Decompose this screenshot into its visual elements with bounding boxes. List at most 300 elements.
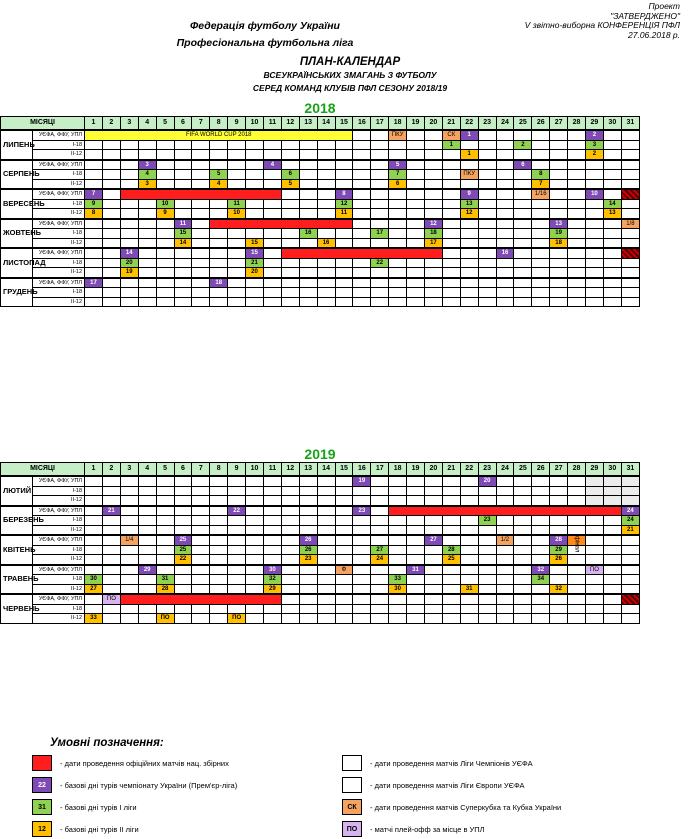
calendar-event-cell: 26 — [550, 555, 568, 565]
calendar-day-cell — [532, 525, 550, 535]
month-name: ЛЮТИЙ — [1, 476, 33, 506]
calendar-day-cell — [138, 604, 156, 614]
calendar-day-cell — [317, 209, 335, 219]
day-header: 11 — [263, 117, 281, 131]
calendar-day-cell — [514, 170, 532, 180]
calendar-day-cell — [210, 535, 228, 545]
calendar-day-cell — [102, 219, 120, 229]
calendar-day-cell — [138, 545, 156, 555]
calendar-day-cell — [496, 238, 514, 248]
calendar-day-cell — [442, 219, 460, 229]
calendar-day-cell — [407, 238, 425, 248]
calendar-day-cell — [478, 535, 496, 545]
day-header: 28 — [568, 117, 586, 131]
header-federation — [150, 18, 380, 52]
calendar-day-cell — [478, 130, 496, 140]
calendar-day-cell — [478, 209, 496, 219]
month-name: ГРУДЕНЬ — [1, 278, 33, 307]
row-label-l1: І-18 — [33, 604, 85, 614]
calendar-day-cell — [407, 140, 425, 150]
calendar-day-cell — [228, 140, 246, 150]
calendar-day-cell — [228, 238, 246, 248]
calendar-day-cell — [156, 535, 174, 545]
calendar-day-cell — [478, 288, 496, 298]
calendar-day-cell — [568, 575, 586, 585]
calendar-day-cell — [496, 179, 514, 189]
legend-swatch — [32, 755, 52, 771]
calendar-event-cell: ПО — [102, 594, 120, 604]
calendar-day-cell — [514, 575, 532, 585]
calendar-day-cell — [85, 248, 103, 258]
calendar-day-cell — [335, 496, 353, 506]
calendar-day-cell — [371, 179, 389, 189]
day-header: 5 — [156, 463, 174, 477]
calendar-day-cell — [192, 614, 210, 624]
calendar-day-cell — [174, 506, 192, 516]
calendar-day-cell — [585, 248, 603, 258]
calendar-event-cell — [621, 594, 639, 604]
calendar-day-cell — [371, 575, 389, 585]
calendar-day-cell — [478, 199, 496, 209]
calendar-day-cell — [138, 258, 156, 268]
calendar-day-cell — [281, 150, 299, 160]
calendar-day-cell — [514, 476, 532, 486]
legend-label: - матчі плей-офф за місце в УПЛ — [370, 824, 485, 834]
calendar-event-cell: 11 — [228, 199, 246, 209]
day-header: 20 — [424, 463, 442, 477]
calendar-day-cell — [120, 584, 138, 594]
calendar-day-cell — [246, 170, 264, 180]
calendar-event-cell: 15 — [246, 248, 264, 258]
calendar-day-cell — [550, 516, 568, 526]
calendar-day-cell — [138, 278, 156, 288]
calendar-day-cell — [246, 496, 264, 506]
calendar-day-cell — [120, 140, 138, 150]
calendar-day-cell — [299, 150, 317, 160]
day-header: 4 — [138, 463, 156, 477]
calendar-day-cell — [246, 525, 264, 535]
month-name: ЧЕРВЕНЬ — [1, 594, 33, 623]
calendar-day-cell — [389, 140, 407, 150]
calendar-day-cell — [550, 496, 568, 506]
calendar-day-cell — [263, 535, 281, 545]
calendar-event-cell — [585, 486, 603, 496]
calendar-day-cell — [371, 199, 389, 209]
calendar-day-cell — [102, 516, 120, 526]
calendar-day-cell — [246, 555, 264, 565]
calendar-day-cell — [407, 209, 425, 219]
calendar-day-cell — [263, 170, 281, 180]
legend-swatch — [342, 755, 362, 771]
calendar-day-cell — [299, 278, 317, 288]
calendar-day-cell — [389, 604, 407, 614]
calendar-event-cell: 7 — [85, 189, 103, 199]
calendar-event-cell: 13 — [550, 219, 568, 229]
calendar-event-cell — [621, 189, 639, 199]
calendar-day-cell — [210, 229, 228, 239]
calendar-day-cell — [621, 565, 639, 575]
calendar-day-cell — [442, 594, 460, 604]
calendar-day-cell — [478, 278, 496, 288]
day-header: 5 — [156, 117, 174, 131]
calendar-day-cell — [353, 229, 371, 239]
calendar-day-cell — [514, 614, 532, 624]
calendar-day-cell — [532, 160, 550, 170]
calendar-day-cell — [138, 535, 156, 545]
calendar-day-cell — [460, 160, 478, 170]
day-header: 11 — [263, 463, 281, 477]
calendar-day-cell — [299, 476, 317, 486]
day-header: 18 — [389, 117, 407, 131]
calendar-day-cell — [568, 278, 586, 288]
calendar-day-cell — [85, 160, 103, 170]
calendar-day-cell — [138, 288, 156, 298]
calendar-day-cell — [85, 238, 103, 248]
calendar-day-cell — [263, 140, 281, 150]
calendar-day-cell — [192, 229, 210, 239]
calendar-day-cell — [102, 545, 120, 555]
calendar-day-cell — [299, 584, 317, 594]
calendar-day-cell — [478, 604, 496, 614]
calendar-day-cell — [371, 140, 389, 150]
calendar-day-cell — [281, 506, 299, 516]
calendar-day-cell — [85, 150, 103, 160]
calendar-2018 — [0, 116, 640, 307]
calendar-event-cell: 21 — [621, 525, 639, 535]
calendar-event-cell: 32 — [263, 575, 281, 585]
calendar-day-cell — [550, 258, 568, 268]
calendar-day-cell — [371, 278, 389, 288]
calendar-day-cell — [621, 584, 639, 594]
calendar-day-cell — [424, 496, 442, 506]
calendar-event-cell: фінал — [568, 535, 586, 545]
calendar-day-cell — [621, 229, 639, 239]
calendar-event-cell: 15 — [246, 238, 264, 248]
calendar-day-cell — [603, 229, 621, 239]
calendar-day-cell — [317, 229, 335, 239]
calendar-day-cell — [335, 258, 353, 268]
row-label-l1: І-18 — [33, 170, 85, 180]
calendar-day-cell — [460, 140, 478, 150]
calendar-day-cell — [460, 575, 478, 585]
legend-item — [32, 821, 139, 837]
calendar-event-cell: 9 — [156, 209, 174, 219]
calendar-day-cell — [85, 545, 103, 555]
calendar-event-cell: 30 — [85, 575, 103, 585]
calendar-day-cell — [210, 516, 228, 526]
row-label-l1: І-18 — [33, 288, 85, 298]
calendar-day-cell — [496, 140, 514, 150]
calendar-day-cell — [460, 238, 478, 248]
calendar-day-cell — [371, 189, 389, 199]
calendar-day-cell — [424, 179, 442, 189]
calendar-day-cell — [317, 150, 335, 160]
calendar-day-cell — [335, 150, 353, 160]
calendar-day-cell — [353, 604, 371, 614]
calendar-event-cell: 28 — [550, 535, 568, 545]
calendar-day-cell — [371, 535, 389, 545]
calendar-day-cell — [568, 496, 586, 506]
calendar-day-cell — [156, 516, 174, 526]
calendar-day-cell — [442, 238, 460, 248]
calendar-day-cell — [585, 238, 603, 248]
calendar-day-cell — [335, 555, 353, 565]
calendar-day-cell — [353, 516, 371, 526]
calendar-day-cell — [317, 516, 335, 526]
calendar-day-cell — [102, 160, 120, 170]
calendar-day-cell — [389, 199, 407, 209]
calendar-day-cell — [460, 604, 478, 614]
calendar-day-cell — [138, 209, 156, 219]
calendar-event-cell: 16 — [496, 248, 514, 258]
calendar-day-cell — [210, 575, 228, 585]
calendar-day-cell — [353, 584, 371, 594]
calendar-event-cell: 10 — [156, 199, 174, 209]
document-title — [150, 55, 550, 95]
calendar-day-cell — [603, 268, 621, 278]
calendar-day-cell — [514, 594, 532, 604]
calendar-day-cell — [156, 525, 174, 535]
calendar-day-cell — [210, 604, 228, 614]
calendar-day-cell — [317, 525, 335, 535]
calendar-event-cell: 1/2 — [496, 535, 514, 545]
row-label-l2: ІІ-12 — [33, 150, 85, 160]
calendar-day-cell — [514, 545, 532, 555]
calendar-day-cell — [407, 604, 425, 614]
calendar-event-cell: 25 — [174, 545, 192, 555]
calendar-day-cell — [120, 496, 138, 506]
day-header: 30 — [603, 117, 621, 131]
legend-label: - дати проведення матчів Суперкубка та Кубка України — [370, 802, 562, 812]
calendar-day-cell — [407, 297, 425, 307]
calendar-day-cell — [138, 229, 156, 239]
legend-item — [342, 799, 561, 815]
calendar-day-cell — [85, 594, 103, 604]
calendar-day-cell — [85, 565, 103, 575]
calendar-day-cell — [192, 140, 210, 150]
calendar-day-cell — [514, 199, 532, 209]
calendar-day-cell — [192, 555, 210, 565]
day-header: 1 — [85, 463, 103, 477]
row-label-l2: ІІ-12 — [33, 238, 85, 248]
calendar-day-cell — [102, 288, 120, 298]
calendar-day-cell — [335, 486, 353, 496]
calendar-day-cell — [317, 496, 335, 506]
calendar-day-cell — [603, 535, 621, 545]
day-header: 20 — [424, 117, 442, 131]
day-header: 10 — [246, 117, 264, 131]
calendar-day-cell — [174, 179, 192, 189]
calendar-day-cell — [102, 297, 120, 307]
day-header: 3 — [120, 463, 138, 477]
calendar-event-cell: 23 — [478, 516, 496, 526]
calendar-day-cell — [514, 189, 532, 199]
calendar-event-cell: 1 — [442, 140, 460, 150]
calendar-day-cell — [532, 229, 550, 239]
calendar-event-cell: 8 — [335, 189, 353, 199]
calendar-day-cell — [120, 614, 138, 624]
calendar-day-cell — [496, 476, 514, 486]
calendar-day-cell — [424, 189, 442, 199]
calendar-day-cell — [102, 486, 120, 496]
calendar-day-cell — [514, 486, 532, 496]
calendar-day-cell — [228, 496, 246, 506]
calendar-day-cell — [532, 535, 550, 545]
calendar-day-cell — [335, 516, 353, 526]
calendar-day-cell — [281, 525, 299, 535]
calendar-event-cell: 13 — [460, 199, 478, 209]
calendar-day-cell — [335, 525, 353, 535]
day-header: 30 — [603, 463, 621, 477]
calendar-day-cell — [407, 584, 425, 594]
calendar-day-cell — [120, 219, 138, 229]
calendar-day-cell — [102, 525, 120, 535]
calendar-day-cell — [353, 209, 371, 219]
calendar-day-cell — [210, 584, 228, 594]
calendar-day-cell — [228, 170, 246, 180]
month-name: ВЕРЕСЕНЬ — [1, 189, 33, 219]
calendar-day-cell — [460, 614, 478, 624]
calendar-day-cell — [460, 486, 478, 496]
calendar-day-cell — [174, 170, 192, 180]
calendar-day-cell — [532, 268, 550, 278]
calendar-day-cell — [299, 258, 317, 268]
calendar-day-cell — [407, 288, 425, 298]
calendar-day-cell — [442, 575, 460, 585]
calendar-event-cell: 21 — [246, 258, 264, 268]
calendar-day-cell — [353, 140, 371, 150]
calendar-day-cell — [85, 170, 103, 180]
calendar-day-cell — [460, 516, 478, 526]
calendar-event-cell: 1 — [460, 150, 478, 160]
calendar-day-cell — [299, 516, 317, 526]
calendar-day-cell — [299, 506, 317, 516]
calendar-day-cell — [353, 575, 371, 585]
row-label-top: УЄФА, ФФУ, УПЛ — [33, 476, 85, 486]
calendar-day-cell — [156, 476, 174, 486]
calendar-day-cell — [281, 584, 299, 594]
calendar-day-cell — [621, 150, 639, 160]
calendar-day-cell — [532, 130, 550, 140]
calendar-day-cell — [460, 565, 478, 575]
calendar-day-cell — [424, 545, 442, 555]
calendar-event-cell: Ф — [335, 565, 353, 575]
calendar-day-cell — [246, 486, 264, 496]
calendar-day-cell — [532, 140, 550, 150]
row-label-top: УЄФА, ФФУ, УПЛ — [33, 189, 85, 199]
calendar-day-cell — [353, 486, 371, 496]
calendar-day-cell — [568, 189, 586, 199]
calendar-day-cell — [603, 584, 621, 594]
calendar-day-cell — [585, 219, 603, 229]
calendar-day-cell — [102, 238, 120, 248]
calendar-day-cell — [585, 297, 603, 307]
calendar-event-cell — [585, 476, 603, 486]
calendar-day-cell — [496, 288, 514, 298]
calendar-day-cell — [407, 575, 425, 585]
calendar-day-cell — [460, 535, 478, 545]
calendar-day-cell — [353, 189, 371, 199]
row-label-l1: І-18 — [33, 516, 85, 526]
calendar-day-cell — [407, 199, 425, 209]
calendar-day-cell — [407, 545, 425, 555]
calendar-day-cell — [317, 555, 335, 565]
calendar-day-cell — [353, 565, 371, 575]
calendar-day-cell — [550, 160, 568, 170]
calendar-day-cell — [585, 604, 603, 614]
calendar-event-cell: 18 — [550, 238, 568, 248]
day-header: 18 — [389, 463, 407, 477]
day-header: 19 — [407, 463, 425, 477]
calendar-day-cell — [246, 506, 264, 516]
calendar-2019 — [0, 462, 640, 624]
calendar-day-cell — [621, 535, 639, 545]
calendar-day-cell — [389, 258, 407, 268]
calendar-day-cell — [335, 506, 353, 516]
calendar-day-cell — [353, 199, 371, 209]
calendar-event-cell: 31 — [407, 565, 425, 575]
calendar-day-cell — [603, 258, 621, 268]
calendar-day-cell — [442, 516, 460, 526]
calendar-day-cell — [317, 268, 335, 278]
day-header: 25 — [514, 117, 532, 131]
calendar-day-cell — [478, 268, 496, 278]
row-label-l2: ІІ-12 — [33, 268, 85, 278]
legend-label: - дати проведення офіційних матчів нац. збірних — [60, 758, 229, 768]
calendar-day-cell — [335, 575, 353, 585]
calendar-day-cell — [246, 179, 264, 189]
calendar-day-cell — [299, 140, 317, 150]
row-label-l2: ІІ-12 — [33, 525, 85, 535]
calendar-day-cell — [174, 614, 192, 624]
calendar-day-cell — [317, 614, 335, 624]
calendar-event-cell — [281, 248, 442, 258]
calendar-day-cell — [407, 179, 425, 189]
calendar-day-cell — [424, 278, 442, 288]
calendar-day-cell — [228, 604, 246, 614]
calendar-day-cell — [138, 555, 156, 565]
calendar-day-cell — [407, 229, 425, 239]
calendar-event-cell: 1/4 — [120, 535, 138, 545]
calendar-day-cell — [550, 209, 568, 219]
day-header: 15 — [335, 463, 353, 477]
calendar-day-cell — [299, 238, 317, 248]
calendar-day-cell — [138, 150, 156, 160]
calendar-day-cell — [317, 297, 335, 307]
calendar-day-cell — [85, 229, 103, 239]
calendar-day-cell — [353, 238, 371, 248]
calendar-day-cell — [335, 278, 353, 288]
calendar-day-cell — [228, 516, 246, 526]
calendar-day-cell — [568, 565, 586, 575]
calendar-event-cell — [120, 189, 281, 199]
row-label-l1: І-18 — [33, 545, 85, 555]
calendar-day-cell — [299, 268, 317, 278]
calendar-day-cell — [299, 594, 317, 604]
calendar-day-cell — [246, 545, 264, 555]
calendar-event-cell: 20 — [246, 268, 264, 278]
calendar-day-cell — [210, 199, 228, 209]
calendar-day-cell — [389, 614, 407, 624]
day-header: 3 — [120, 117, 138, 131]
calendar-day-cell — [442, 604, 460, 614]
calendar-day-cell — [335, 297, 353, 307]
calendar-day-cell — [353, 496, 371, 506]
day-header: 31 — [621, 117, 639, 131]
calendar-day-cell — [120, 506, 138, 516]
calendar-event-cell: 25 — [174, 535, 192, 545]
legend-item — [342, 821, 485, 837]
